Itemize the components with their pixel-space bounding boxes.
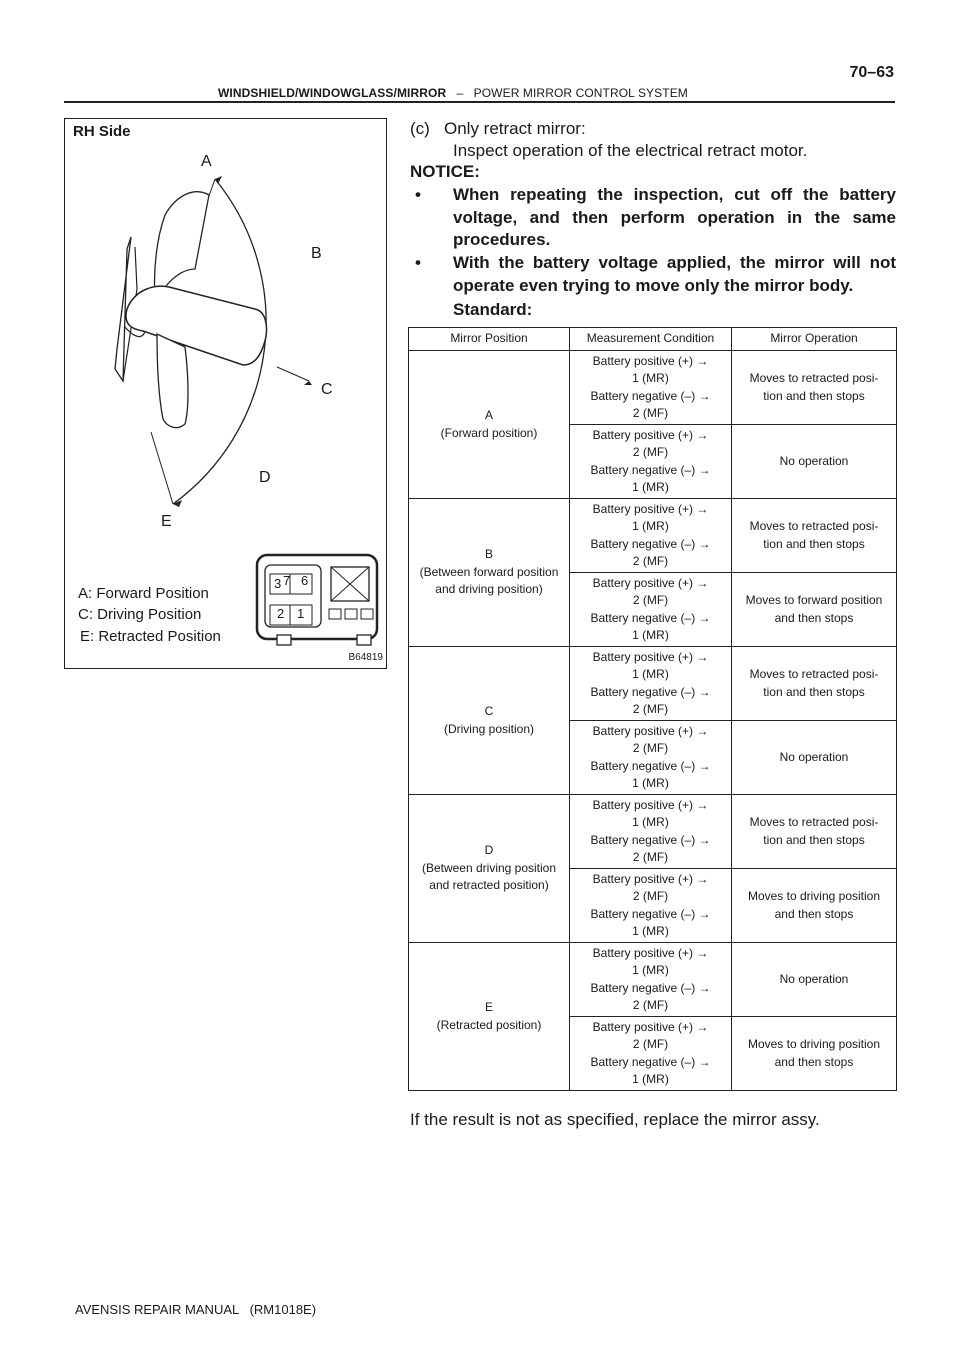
position-cell bbox=[409, 647, 570, 795]
operation-cell bbox=[732, 1017, 897, 1091]
condition-cell bbox=[570, 647, 732, 721]
position-cell bbox=[409, 351, 570, 499]
condition-text: Battery positive (+) → 2 (MF) Battery negative (–) → 1 (MR) bbox=[590, 871, 711, 938]
condition-text: Battery positive (+) → 1 (MR) Battery negative (–) → 2 (MF) bbox=[590, 649, 711, 716]
connector-diagram bbox=[257, 555, 377, 645]
bullet-icon: • bbox=[415, 253, 421, 272]
header-mirror-operation: Mirror Operation bbox=[732, 328, 897, 351]
arc-arrow-c bbox=[304, 381, 312, 385]
legend-driving: C: Driving Position bbox=[78, 606, 202, 623]
legend-forward: A: Forward Position bbox=[78, 585, 209, 602]
condition-text: Battery positive (+) → 2 (MF) Battery negative (–) → 1 (MR) bbox=[590, 427, 711, 494]
table-row bbox=[409, 499, 897, 573]
operation-text: Moves to forward position and then stops bbox=[745, 593, 883, 625]
condition-cell bbox=[570, 499, 732, 573]
table-row bbox=[409, 647, 897, 721]
condition-cell bbox=[570, 721, 732, 795]
position-label-a: A bbox=[201, 153, 212, 170]
position-cell bbox=[409, 943, 570, 1091]
operation-cell bbox=[732, 351, 897, 425]
position-text: A (Forward position) bbox=[440, 408, 538, 440]
position-cell bbox=[409, 499, 570, 647]
mirror-housing-forward bbox=[154, 192, 209, 299]
pin-3: 3 bbox=[274, 576, 282, 591]
header-topic: POWER MIRROR CONTROL SYSTEM bbox=[473, 86, 688, 100]
operation-cell bbox=[732, 795, 897, 869]
position-text: B (Between forward position and driving position) bbox=[419, 547, 559, 597]
operation-cell bbox=[732, 869, 897, 943]
position-e-line bbox=[151, 432, 173, 504]
operation-text: Moves to retracted posi- tion and then stops bbox=[749, 519, 879, 551]
figure-title: RH Side bbox=[73, 123, 131, 140]
condition-cell bbox=[570, 943, 732, 1017]
page-footer: AVENSIS REPAIR MANUAL (RM1018E) bbox=[75, 1302, 317, 1317]
position-label-e: E bbox=[161, 513, 172, 530]
operation-text: Moves to driving position and then stops bbox=[747, 1037, 881, 1069]
header-separator: – bbox=[456, 86, 464, 100]
header-measurement-condition: Measurement Condition bbox=[570, 328, 732, 351]
operation-text: Moves to retracted posi- tion and then stops bbox=[749, 815, 879, 847]
operation-cell bbox=[732, 721, 897, 795]
operation-cell bbox=[732, 943, 897, 1017]
notice-bullet-2 bbox=[410, 252, 896, 297]
table-header-row bbox=[409, 328, 897, 351]
operation-text: Moves to driving position and then stops bbox=[747, 889, 881, 921]
arc-arrow-a bbox=[215, 176, 222, 184]
condition-cell bbox=[570, 425, 732, 499]
operation-text: Moves to retracted posi- tion and then stops bbox=[749, 371, 879, 403]
operation-text: No operation bbox=[779, 971, 849, 986]
position-label-c: C bbox=[321, 381, 333, 398]
header-mirror-position: Mirror Position bbox=[409, 328, 570, 351]
condition-text: Battery positive (+) → 2 (MF) Battery negative (–) → 1 (MR) bbox=[590, 723, 711, 790]
condition-text: Battery positive (+) → 1 (MR) Battery negative (–) → 2 (MF) bbox=[590, 797, 711, 864]
condition-cell bbox=[570, 573, 732, 647]
operation-cell bbox=[732, 573, 897, 647]
table-row bbox=[409, 351, 897, 425]
condition-text: Battery positive (+) → 2 (MF) Battery negative (–) → 1 (MR) bbox=[590, 575, 711, 642]
bullet-icon: • bbox=[415, 185, 421, 204]
operation-cell bbox=[732, 425, 897, 499]
position-label-b: B bbox=[311, 245, 322, 262]
mirror-housing-retracted bbox=[157, 334, 188, 428]
position-text: C (Driving position) bbox=[443, 704, 535, 736]
notice-bullet-2-text: With the battery voltage applied, the mirror will not operate even trying to move only the mirror body. bbox=[453, 253, 896, 295]
mirror-figure bbox=[64, 118, 387, 669]
mirror-housing-driving bbox=[126, 286, 267, 365]
notice-bullet-1-text: When repeating the inspection, cut off the battery voltage, and then perform operation in the same procedures. bbox=[453, 185, 896, 249]
result-note: If the result is not as specified, replace the mirror assy. bbox=[410, 1110, 820, 1129]
step-title: (c) Only retract mirror: bbox=[410, 119, 586, 138]
pin-1: 1 bbox=[297, 606, 305, 621]
operation-text: No operation bbox=[779, 749, 849, 764]
condition-cell bbox=[570, 1017, 732, 1091]
legend-retracted: E: Retracted Position bbox=[80, 628, 221, 645]
notice-bullet-1 bbox=[410, 184, 896, 252]
condition-text: Battery positive (+) → 1 (MR) Battery negative (–) → 2 (MF) bbox=[590, 353, 711, 420]
pin-6: 6 bbox=[301, 573, 309, 588]
operation-text: Moves to retracted posi- tion and then stops bbox=[749, 667, 879, 699]
operation-cell bbox=[732, 647, 897, 721]
condition-cell bbox=[570, 351, 732, 425]
pin-2: 2 bbox=[277, 606, 285, 621]
notice-label: NOTICE: bbox=[410, 162, 480, 181]
step-detail: Inspect operation of the electrical retract motor. bbox=[453, 141, 808, 160]
operation-cell bbox=[732, 499, 897, 573]
position-cell bbox=[409, 795, 570, 943]
standard-table bbox=[408, 327, 897, 1091]
header-rule bbox=[64, 101, 895, 103]
position-text: E (Retracted position) bbox=[436, 1000, 542, 1032]
position-c-line bbox=[277, 367, 309, 381]
position-label-d: D bbox=[259, 469, 271, 486]
condition-text: Battery positive (+) → 1 (MR) Battery negative (–) → 2 (MF) bbox=[590, 501, 711, 568]
condition-cell bbox=[570, 869, 732, 943]
standard-label: Standard: bbox=[453, 300, 533, 319]
position-text: D (Between driving position and retracted position) bbox=[421, 843, 557, 893]
table-row bbox=[409, 795, 897, 869]
table-row bbox=[409, 943, 897, 1017]
pin-7: 7 bbox=[283, 573, 291, 588]
figure-code: B64819 bbox=[348, 652, 383, 663]
header-section: WINDSHIELD/WINDOWGLASS/MIRROR bbox=[218, 86, 447, 100]
page-header bbox=[218, 86, 688, 100]
condition-text: Battery positive (+) → 2 (MF) Battery negative (–) → 1 (MR) bbox=[590, 1019, 711, 1086]
condition-cell bbox=[570, 795, 732, 869]
condition-text: Battery positive (+) → 1 (MR) Battery negative (–) → 2 (MF) bbox=[590, 945, 711, 1012]
operation-text: No operation bbox=[779, 453, 849, 468]
page-number: 70–63 bbox=[849, 64, 894, 81]
